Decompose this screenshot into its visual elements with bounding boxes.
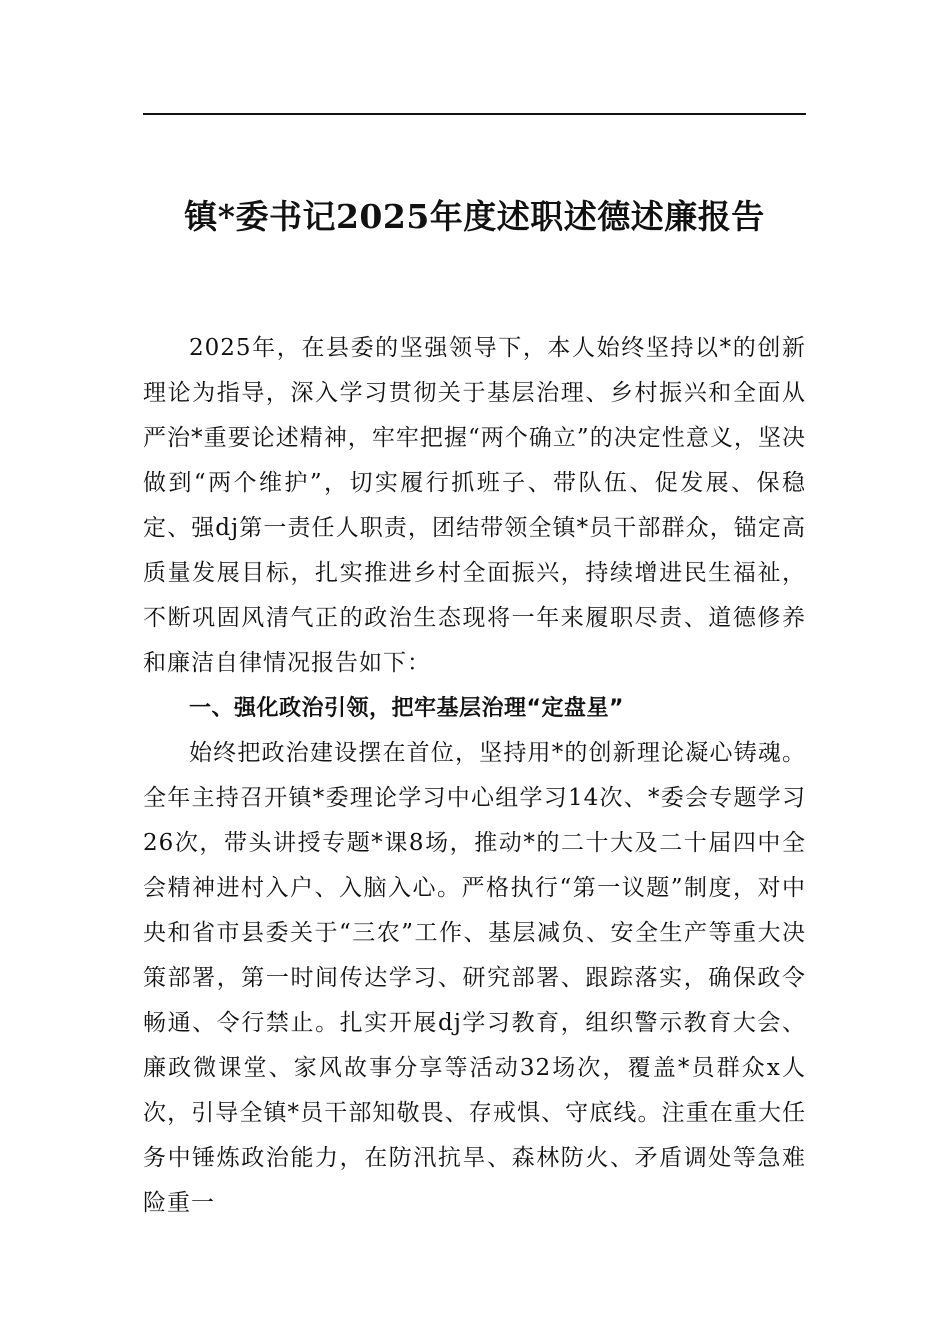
header-rule (143, 113, 806, 115)
document-title: 镇*委书记2025年度述职述德述廉报告 (184, 197, 765, 236)
document-body (143, 326, 806, 1226)
section-heading-1: 一、强化政治引领，把牢基层治理“定盘星” (189, 696, 624, 721)
section-paragraph-1: 始终把政治建设摆在首位，坚持用*的创新理论凝心铸魂。全年主持召开镇*委理论学习中心组学习14次、*委会专题学习26次，带头讲授专题*课8场，推动*的二十大及二十届四中全会精神进村入户、入脑入心。严格执行“第一议题”制度，对中央和省市县委关于“三农”工作、基层减负、安全生产等重大决策部署，第一时间传达学习、研究部署、跟踪落实，确保政令畅通、令行禁止。扎实开展dj学习教育，组织警示教育大会、廉政微课堂、家风故事分享等活动32场次，覆盖*员群众x人次，引导全镇*员干部知敬畏、存戒惧、守底线。注重在重大任务中锤炼政治能力，在防汛抗旱、森林防火、矛盾调处等急难险重一 (143, 740, 806, 1216)
intro-paragraph: 2025年，在县委的坚强领导下，本人始终坚持以*的创新理论为指导，深入学习贯彻关于基层治理、乡村振兴和全面从严治*重要论述精神，牢牢把握“两个确立”的决定性意义，坚决做到“两个维护”，切实履行抓班子、带队伍、促发展、保稳定、强dj第一责任人职责，团结带领全镇*员干部群众，锚定高质量发展目标，扎实推进乡村全面振兴，持续增进民生福祉，不断巩固风清气正的政治生态现将一年来履职尽责、道德修养和廉洁自律情况报告如下： (143, 335, 806, 676)
